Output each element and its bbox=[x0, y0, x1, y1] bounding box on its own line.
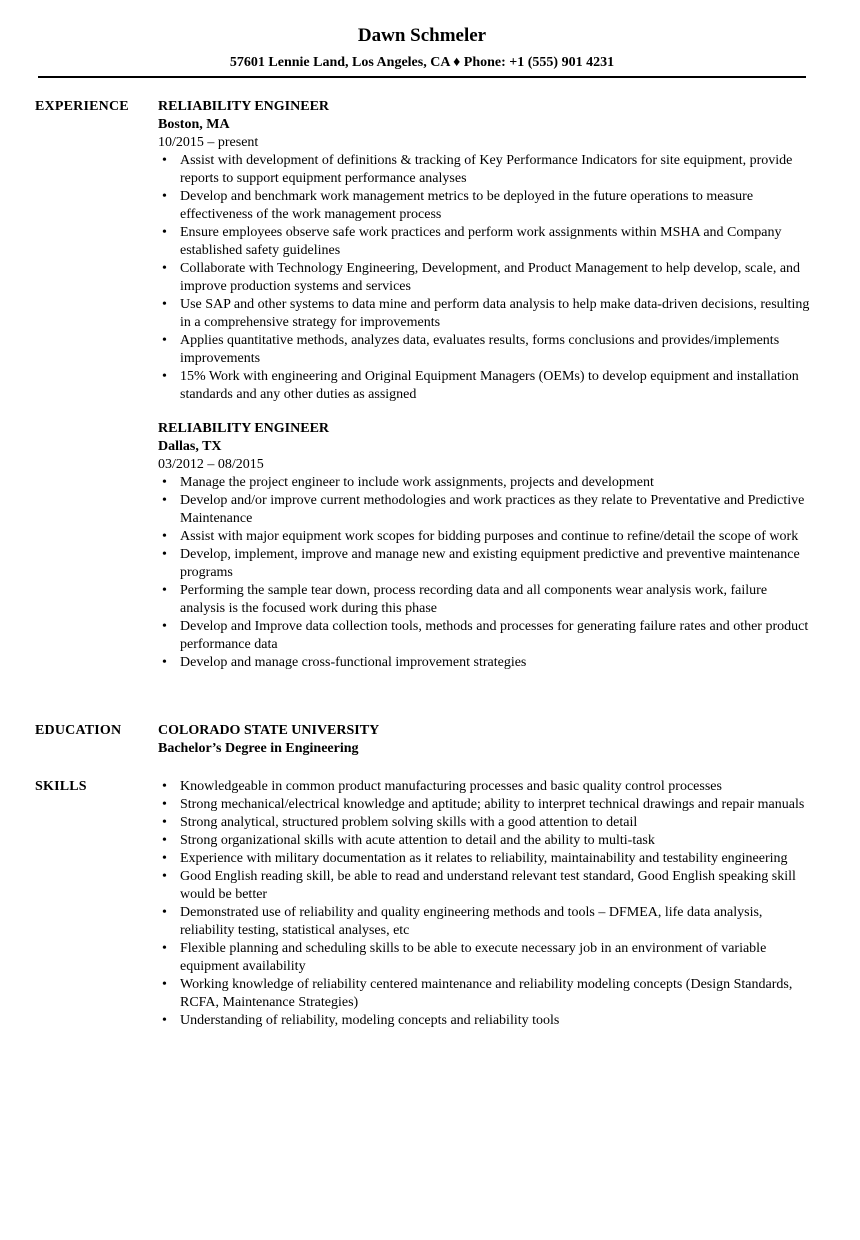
section-label-education: EDUCATION bbox=[35, 723, 122, 738]
skills-body bbox=[158, 778, 814, 1030]
bullet-item: • Develop and benchmark work management metrics to be deployed in the future operations to measure effectiveness of the work management process bbox=[158, 188, 812, 224]
job-location: Boston, MA bbox=[158, 117, 230, 132]
bullet-item: • Applies quantitative methods, analyzes data, evaluates results, forms conclusions and provides/implements improvements bbox=[158, 332, 812, 368]
experience-body bbox=[158, 98, 814, 672]
skill-item: • Good English reading skill, be able to read and understand relevant test standard, Good English speaking skill would be better bbox=[158, 868, 812, 904]
bullet-item: • Assist with development of definitions & tracking of Key Performance Indicators for site equipment, provide reports to support equipment performance analyses bbox=[158, 152, 812, 188]
job-entry bbox=[158, 98, 814, 404]
bullet-item: • Ensure employees observe safe work practices and perform work assignments within MSHA and Company established safety guidelines bbox=[158, 224, 812, 260]
skill-item: • Strong analytical, structured problem solving skills with a good attention to detail bbox=[158, 814, 812, 832]
job-bullets bbox=[158, 474, 814, 672]
job-entry bbox=[158, 420, 814, 672]
skill-item: • Working knowledge of reliability centered maintenance and reliability modeling concepts (Design Standards, RCFA, Maintenance Strategies) bbox=[158, 976, 812, 1012]
resume-header bbox=[38, 22, 806, 72]
job-title: RELIABILITY ENGINEER bbox=[158, 99, 330, 114]
skill-item: • Flexible planning and scheduling skills to be able to execute necessary job in an environment of variable equipment availability bbox=[158, 940, 812, 976]
skill-item: • Demonstrated use of reliability and quality engineering methods and tools – DFMEA, life data analysis, reliability testing, statistical analyses, etc bbox=[158, 904, 812, 940]
skill-item: • Strong mechanical/electrical knowledge and aptitude; ability to interpret technical drawings and repair manuals bbox=[158, 796, 812, 814]
job-dates: 03/2012 – 08/2015 bbox=[158, 457, 264, 472]
header-divider bbox=[38, 76, 806, 78]
bullet-item: • Develop and Improve data collection tools, methods and processes for generating failure rates and other product performance data bbox=[158, 618, 812, 654]
bullet-item: • Develop and/or improve current methodologies and work practices as they relate to Preventative and Predictive Maintenance bbox=[158, 492, 812, 528]
education-body bbox=[158, 722, 814, 758]
bullet-item: • 15% Work with engineering and Original Equipment Managers (OEMs) to develop equipment and installation standards and any other duties as assigned bbox=[158, 368, 812, 404]
job-bullets bbox=[158, 152, 814, 404]
school-name: COLORADO STATE UNIVERSITY bbox=[158, 723, 380, 738]
degree: Bachelor’s Degree in Engineering bbox=[158, 741, 359, 756]
bullet-item: • Manage the project engineer to include work assignments, projects and development bbox=[158, 474, 812, 492]
skill-item: • Strong organizational skills with acute attention to detail and the ability to multi-task bbox=[158, 832, 812, 850]
skill-item: • Experience with military documentation as it relates to reliability, maintainability and testability engineering bbox=[158, 850, 812, 868]
bullet-item: • Use SAP and other systems to data mine and perform data analysis to help make data-driven decisions, resulting in a comprehensive strategy for improvements bbox=[158, 296, 812, 332]
skill-item: • Understanding of reliability, modeling concepts and reliability tools bbox=[158, 1012, 812, 1030]
bullet-item: • Collaborate with Technology Engineering, Development, and Product Management to help develop, scale, and improve production systems and services bbox=[158, 260, 812, 296]
section-label-experience: EXPERIENCE bbox=[35, 99, 129, 114]
bullet-item: • Develop and manage cross-functional improvement strategies bbox=[158, 654, 812, 672]
skills-list bbox=[158, 778, 814, 1030]
skill-item: • Knowledgeable in common product manufacturing processes and basic quality control processes bbox=[158, 778, 812, 796]
bullet-item: • Performing the sample tear down, process recording data and all components wear analysis work, failure analysis is the focused work during this phase bbox=[158, 582, 812, 618]
bullet-item: • Develop, implement, improve and manage new and existing equipment predictive and preventive maintenance programs bbox=[158, 546, 812, 582]
contact-line: 57601 Lennie Land, Los Angeles, CA ♦ Phone: +1 (555) 901 4231 bbox=[229, 55, 615, 70]
bullet-item: • Assist with major equipment work scopes for bidding purposes and continue to refine/detail the scope of work bbox=[158, 528, 812, 546]
section-label-skills: SKILLS bbox=[35, 779, 87, 794]
job-dates: 10/2015 – present bbox=[158, 135, 259, 150]
candidate-name: Dawn Schmeler bbox=[357, 25, 487, 46]
job-title: RELIABILITY ENGINEER bbox=[158, 421, 330, 436]
job-location: Dallas, TX bbox=[158, 439, 222, 454]
